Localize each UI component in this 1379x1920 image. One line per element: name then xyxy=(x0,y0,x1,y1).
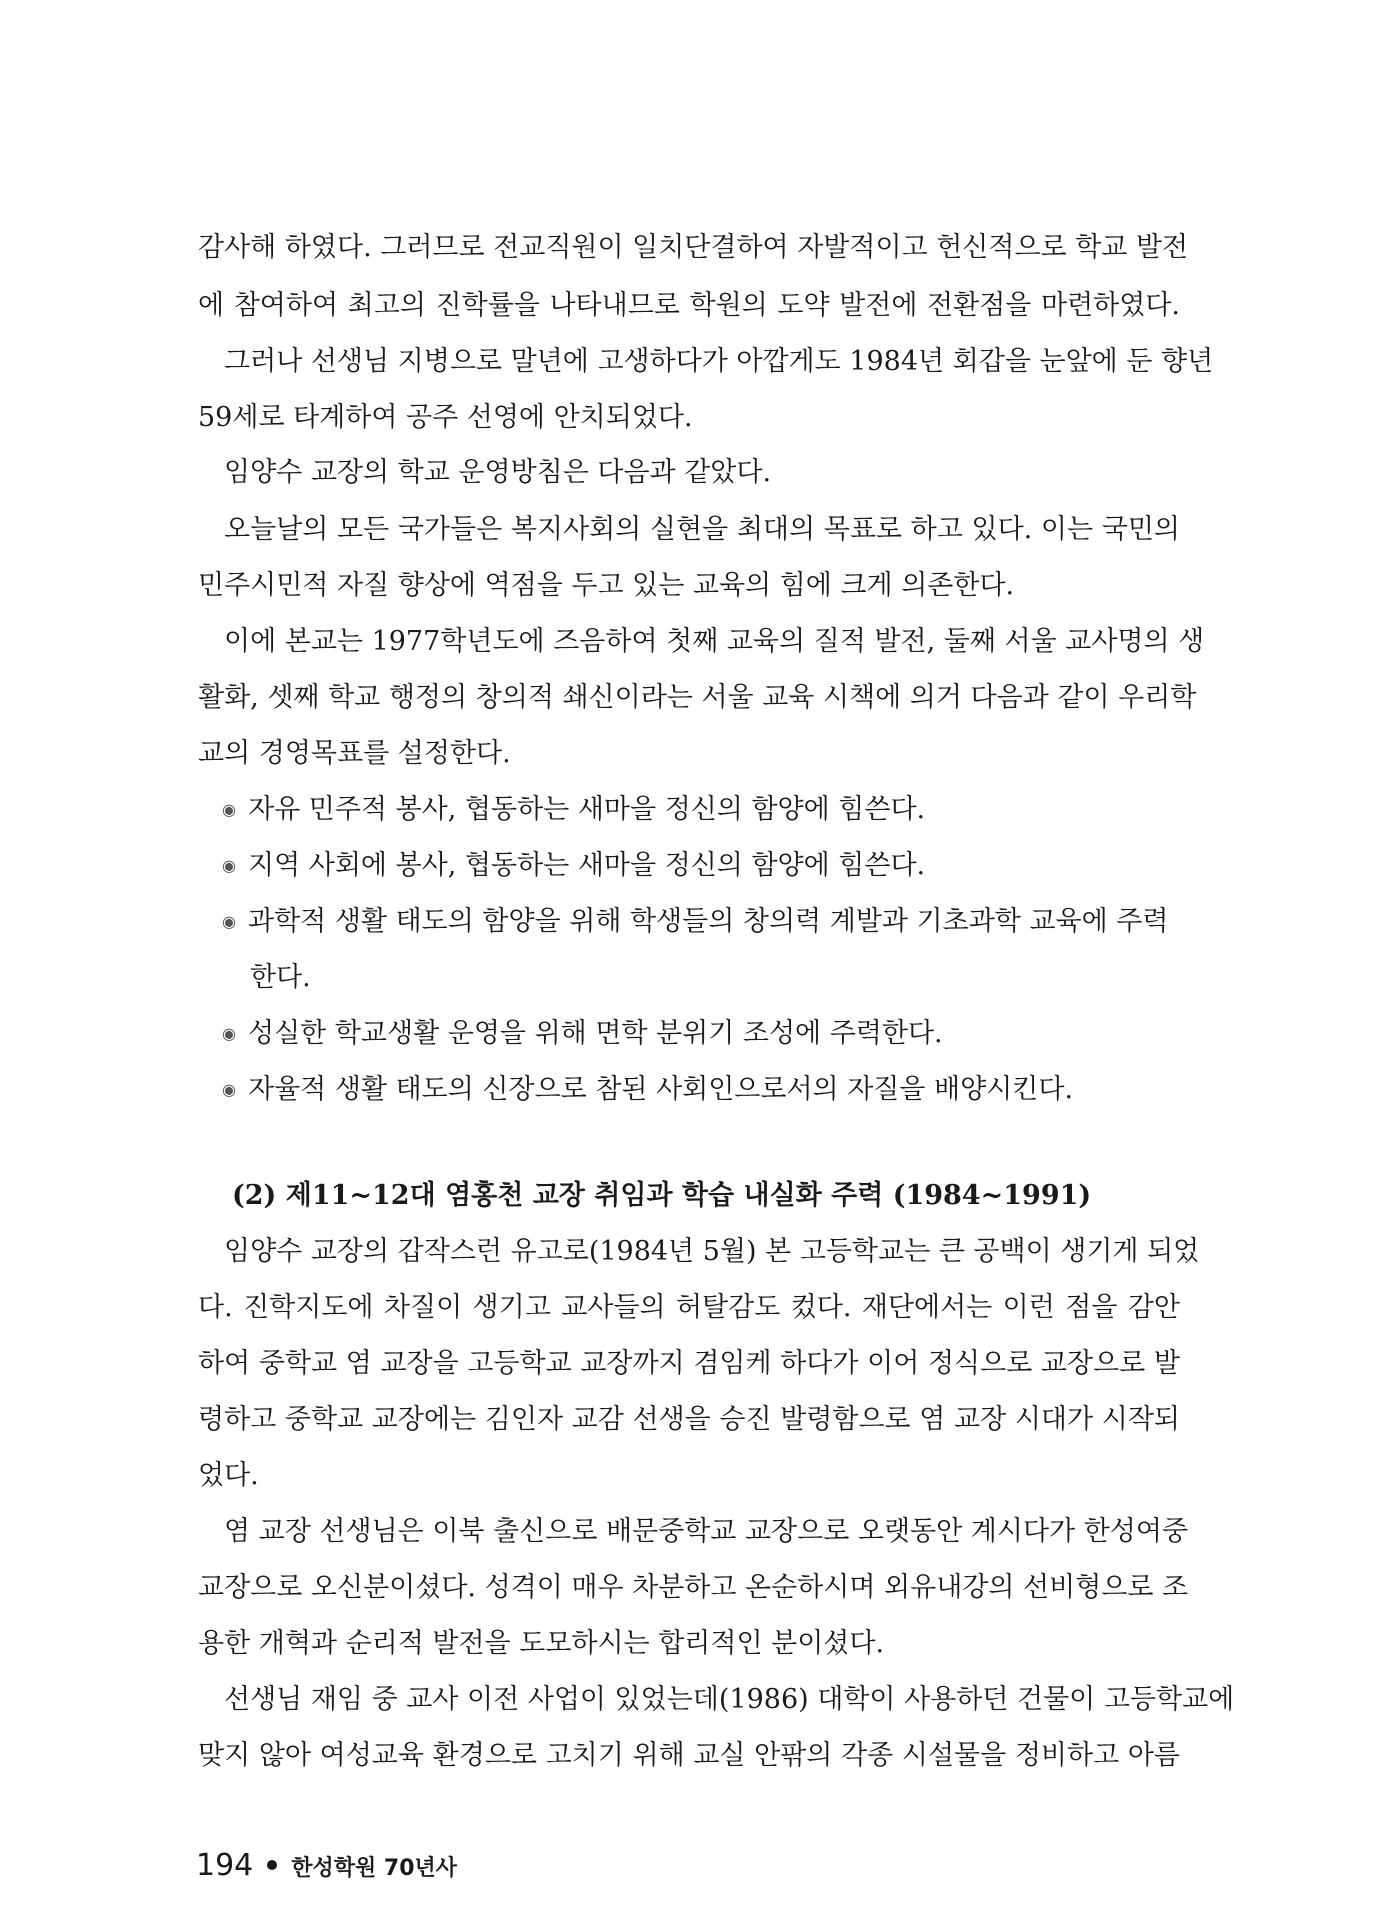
text-line: 령하고 중학교 교장에는 김인자 교감 선생을 승진 발령함으로 염 교장 시대가 시작되 xyxy=(198,1404,1180,1435)
text-line: 감사해 하였다. 그러므로 전교직원이 일치단결하여 자발적이고 헌신적으로 학교 발전 xyxy=(198,232,1189,263)
text-line: 오늘날의 모든 국가들은 복지사회의 실현을 최대의 목표로 하고 있다. 이는 국민의 xyxy=(224,514,1180,545)
bullet-separator-icon xyxy=(267,1860,277,1870)
text-line: 맞지 않아 여성교육 환경으로 고치기 위해 교실 안팎의 각종 시설물을 정비하고 아름 xyxy=(198,1740,1180,1771)
bullet-icon: ◉ xyxy=(222,1080,236,1099)
text-line: 었다. xyxy=(198,1460,259,1491)
text-line: 임양수 교장의 갑작스런 유고로(1984년 5월) 본 고등학교는 큰 공백이 생기게 되었 xyxy=(224,1236,1200,1267)
bullet-icon: ◉ xyxy=(222,1024,236,1043)
section-heading: (2) 제11~12대 염홍천 교장 취임과 학습 내실화 주력 (1984~1991) xyxy=(232,1180,1092,1211)
bullet-icon: ◉ xyxy=(222,912,236,931)
bullet-item xyxy=(222,790,1180,830)
bullet-item xyxy=(222,902,1180,942)
bullet-text: 자율적 생활 태도의 신장으로 참된 사회인으로서의 자질을 배양시킨다. xyxy=(248,1074,1074,1105)
text-line: 그러나 선생님 지병으로 말년에 고생하다가 아깝게도 1984년 회갑을 눈앞에 둔 향년 xyxy=(224,346,1214,377)
bullet-text: 과학적 생활 태도의 함양을 위해 학생들의 창의력 계발과 기초과학 교육에 주력 xyxy=(248,906,1169,937)
bullet-continuation: 한다. xyxy=(250,962,311,993)
text-line: 활화, 셋째 학교 행정의 창의적 쇄신이라는 서울 교육 시책에 의거 다음과 같이 우리학 xyxy=(198,682,1197,713)
text-line: 59세로 타계하여 공주 선영에 안치되었다. xyxy=(198,402,693,433)
text-line: 염 교장 선생님은 이북 출신으로 배문중학교 교장으로 오랫동안 계시다가 한성여중 xyxy=(224,1516,1189,1547)
bullet-item xyxy=(222,1014,1180,1054)
bullet-icon: ◉ xyxy=(222,800,236,819)
text-line: 용한 개혁과 순리적 발전을 도모하시는 합리적인 분이셨다. xyxy=(198,1628,885,1659)
text-line: 다. 진학지도에 차질이 생기고 교사들의 허탈감도 컸다. 재단에서는 이런 점을 감안 xyxy=(198,1292,1180,1323)
bullet-text: 자유 민주적 봉사, 협동하는 새마을 정신의 함양에 힘쓴다. xyxy=(248,794,926,825)
bullet-item xyxy=(222,1070,1180,1110)
text-line: 임양수 교장의 학교 운영방침은 다음과 같았다. xyxy=(224,457,772,488)
text-line: 교장으로 오신분이셨다. 성격이 매우 차분하고 온순하시며 외유내강의 선비형으로 조 xyxy=(198,1572,1189,1603)
bullet-icon: ◉ xyxy=(222,856,236,875)
page-footer xyxy=(196,1846,457,1889)
page-number: 194 xyxy=(196,1848,254,1883)
text-line: 선생님 재임 중 교사 이전 사업이 있었는데(1986) 대학이 사용하던 건물이 고등학교에 xyxy=(224,1684,1235,1715)
book-title: 한성학원 70년사 xyxy=(291,1856,458,1881)
bullet-text: 성실한 학교생활 운영을 위해 면학 분위기 조성에 주력한다. xyxy=(248,1018,943,1049)
text-line: 에 참여하여 최고의 진학률을 나타내므로 학원의 도약 발전에 전환점을 마련하였다. xyxy=(198,290,1180,321)
bullet-item xyxy=(222,846,1180,886)
text-line: 교의 경영목표를 설정한다. xyxy=(198,738,511,769)
text-line: 이에 본교는 1977학년도에 즈음하여 첫째 교육의 질적 발전, 둘째 서울 교사명의 생 xyxy=(224,626,1205,657)
text-line: 하여 중학교 염 교장을 고등학교 교장까지 겸임케 하다가 이어 정식으로 교장으로 발 xyxy=(198,1348,1180,1379)
bullet-text: 지역 사회에 봉사, 협동하는 새마을 정신의 함양에 힘쓴다. xyxy=(248,850,926,881)
text-line: 민주시민적 자질 향상에 역점을 두고 있는 교육의 힘에 크게 의존한다. xyxy=(198,570,1015,601)
